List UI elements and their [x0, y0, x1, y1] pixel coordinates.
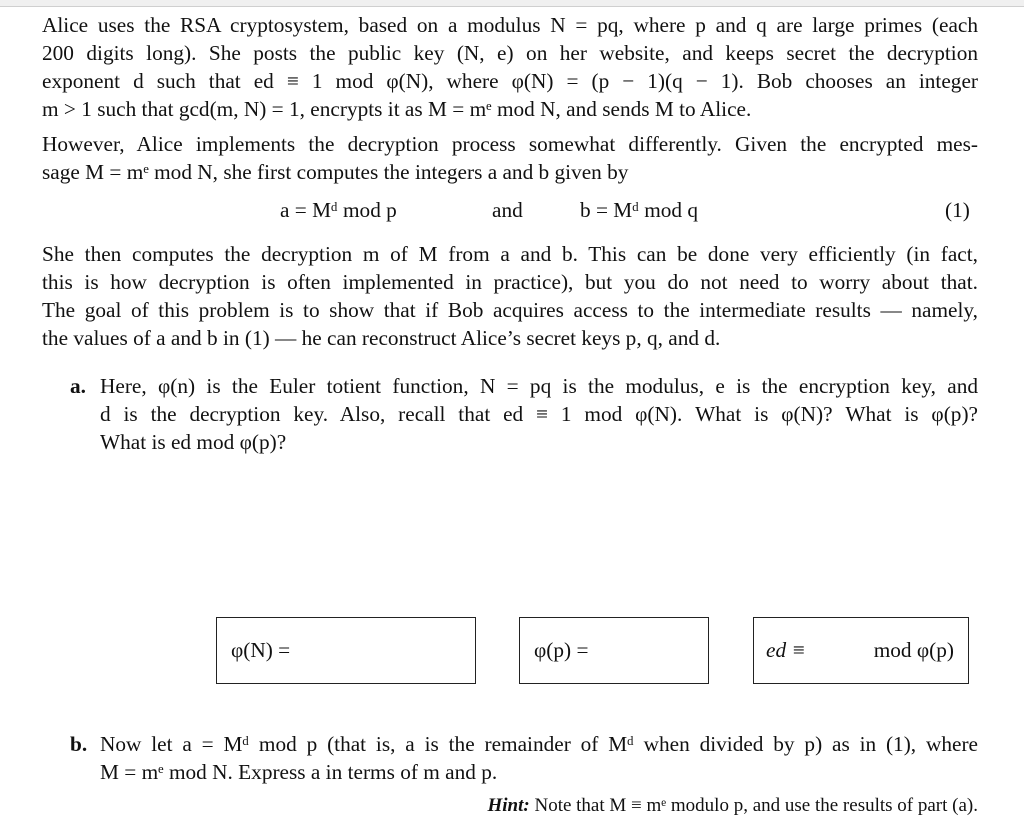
decryption-line: sage M = mᵉ mod N, she first computes the integers a and b given by — [42, 160, 629, 184]
part-b-label: b. — [70, 732, 88, 756]
part-a-label: a. — [70, 374, 86, 398]
intro-line: m > 1 such that gcd(m, N) = 1, encrypts it as M = mᵉ mod N, and sends M to Alice. — [42, 97, 752, 121]
goal-line: this is how decryption is often implemented in practice), but you do not need to worry about that. — [42, 270, 978, 294]
answer-box-mod-label: mod φ(p) — [873, 638, 954, 662]
part-b-line: Now let a = Mᵈ mod p (that is, a is the remainder of Mᵈ when divided by p) as in (1), where — [100, 732, 978, 756]
hint-text: Note that M ≡ mᵉ modulo p, and use the results of part (a). — [534, 795, 978, 816]
window-top-edge — [0, 0, 1024, 7]
intro-line: exponent d such that ed ≡ 1 mod φ(N), where φ(N) = (p − 1)(q − 1). Bob chooses an integer — [42, 69, 978, 93]
goal-line: the values of a and b in (1) — he can reconstruct Alice’s secret keys p, q, and d. — [42, 326, 721, 350]
intro-line: 200 digits long). She posts the public key (N, e) on her website, and keeps secret the decryption — [42, 41, 978, 65]
equation-a: a = Mᵈ mod p — [280, 198, 397, 222]
part-b — [70, 730, 978, 786]
answer-box-phi-p[interactable] — [519, 617, 709, 684]
answer-box-ed-mod[interactable] — [753, 617, 969, 684]
part-a-line: What is ed mod φ(p)? — [100, 430, 287, 454]
equation-b: b = Mᵈ mod q — [580, 198, 699, 222]
decryption-line: However, Alice implements the decryption process somewhat differently. Given the encrypted mes- — [42, 132, 978, 156]
goal-paragraph — [42, 240, 978, 352]
intro-line: Alice uses the RSA cryptosystem, based on a modulus N = pq, where p and q are large primes (each — [42, 13, 978, 37]
goal-line: She then computes the decryption m of M from a and b. This can be done very efficiently (in fact, — [42, 242, 978, 266]
answer-box-phi-n-label: φ(N) = — [231, 638, 291, 662]
answer-box-phi-n[interactable] — [216, 617, 476, 684]
part-b-line: M = mᵉ mod N. Express a in terms of m and p. — [100, 760, 498, 784]
intro-paragraph — [42, 11, 978, 123]
part-b-hint — [487, 795, 978, 817]
decryption-paragraph — [42, 130, 978, 186]
part-a-line: Here, φ(n) is the Euler totient function, N = pq is the modulus, e is the encryption key, and — [100, 374, 978, 398]
answer-box-ed-label: ed ≡ — [766, 638, 806, 662]
hint-label: Hint: — [487, 795, 530, 816]
equation-connector: and — [492, 198, 523, 222]
goal-line: The goal of this problem is to show that if Bob acquires access to the intermediate results — namely, — [42, 298, 978, 322]
part-a — [70, 372, 978, 456]
equation-number: (1) — [945, 198, 970, 222]
answer-box-phi-p-label: φ(p) = — [534, 638, 589, 662]
part-a-line: d is the decryption key. Also, recall that ed ≡ 1 mod φ(N). What is φ(N)? What is φ(p)? — [100, 402, 978, 426]
